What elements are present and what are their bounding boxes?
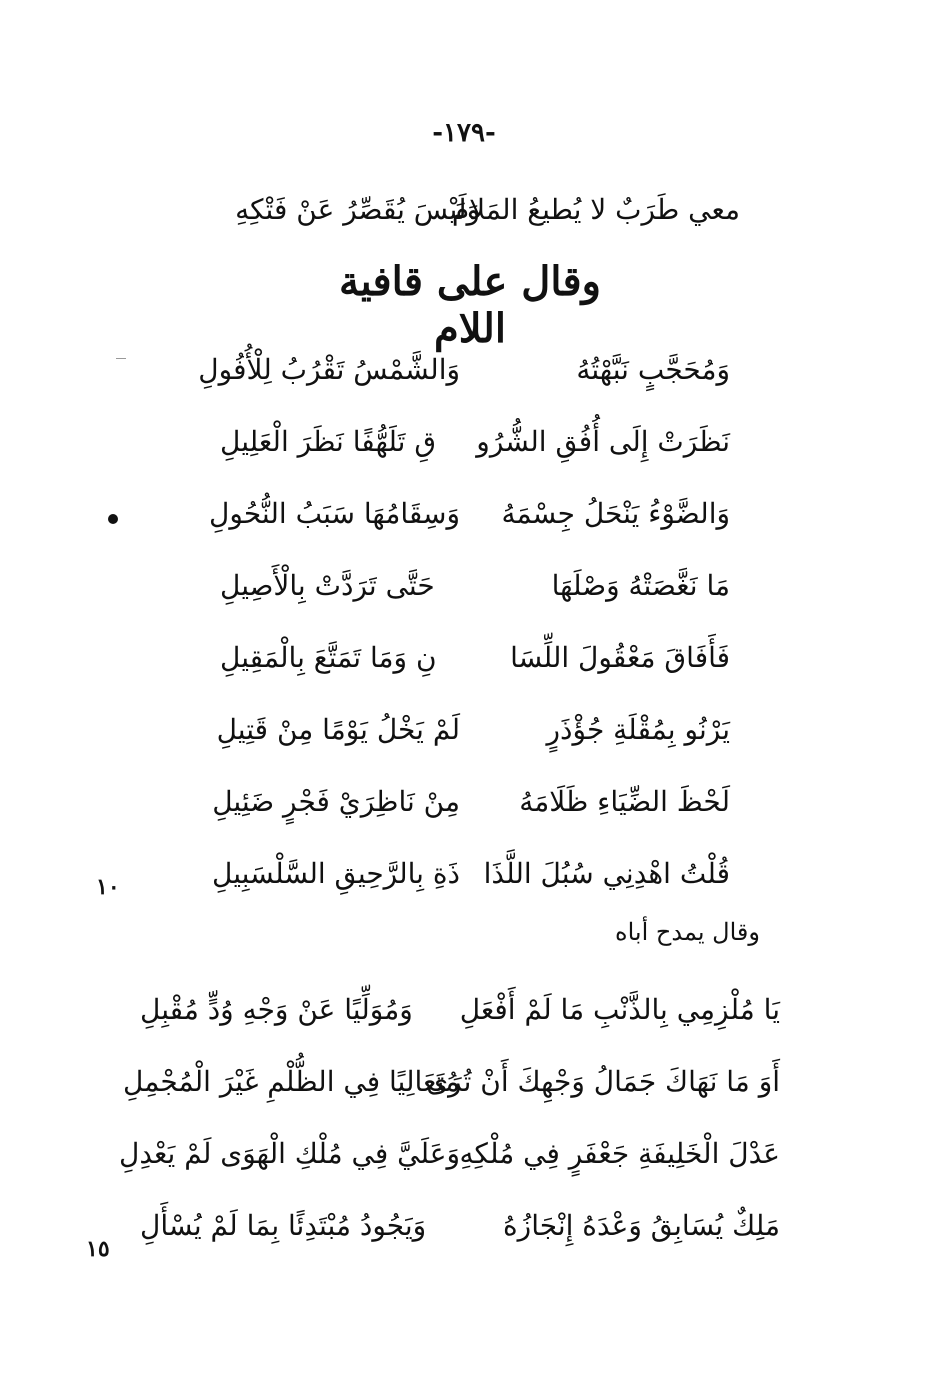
hemistich-second: ذَةِ بِالرَّحِيقِ السَّلْسَبِيلِ bbox=[212, 856, 460, 890]
hemistich-first: لَحْظَ الضِّيَاءِ ظَلَامَهُ bbox=[519, 784, 730, 818]
verse-row bbox=[118, 1130, 780, 1176]
hemistich-first: نَظَرَتْ إِلَى أُفُقِ الشُّرُو bbox=[476, 424, 730, 458]
margin-dot-marker bbox=[108, 514, 118, 524]
hemistich-first: مَا نَغَّصَتْهُ وَصْلَهَا bbox=[551, 568, 730, 602]
verse-row bbox=[220, 562, 730, 608]
section-title-praise: وقال يمدح أباه bbox=[615, 918, 760, 946]
hemistich-second: لَمْ يَخْلُ يَوْمًا مِنْ قَتِيلِ bbox=[216, 712, 460, 746]
hemistich-second: وَيَجُودُ مُبْتَدِئًا بِمَا لَمْ يُسْأَلِ bbox=[140, 1208, 427, 1242]
margin-line-number: ١٥ bbox=[86, 1236, 110, 1262]
verse-row bbox=[209, 490, 730, 536]
hemistich-first: يَرْنُو بِمُقْلَةِ جُؤْذَرٍ bbox=[546, 712, 730, 746]
hemistich-second: نِ وَمَا تَمَتَّعَ بِالْمَقِيلِ bbox=[220, 640, 437, 674]
hemistich-first: وَالضَّوْءُ يَنْحَلُ جِسْمَهُ bbox=[501, 496, 730, 530]
hemistich-second: وَالشَّمْسُ تَقْرُبُ لِلْأُفُولِ bbox=[198, 352, 460, 386]
verse-row bbox=[212, 778, 730, 824]
hemistich-second: وَسِقَامُهَا سَبَبُ النُّحُولِ bbox=[209, 496, 460, 530]
hemistich-first: معي طَرَبٌ لا يُطيعُ المَلامَ bbox=[451, 192, 740, 226]
hemistich-first: عَدْلَ الْخَلِيفَةِ جَعْفَرٍ فِي مُلْكِهِ bbox=[459, 1136, 780, 1170]
hemistich-first: فَأَفَاقَ مَعْقُولَ اللِّسَا bbox=[510, 640, 730, 674]
hemistich-first: مَلِكٌ يُسَابِقُ وَعْدَهُ إِنْجَازُهُ bbox=[503, 1208, 780, 1242]
verse-row bbox=[216, 706, 730, 752]
page-number: -١٧٩- bbox=[432, 118, 496, 148]
verse-row bbox=[220, 418, 730, 464]
margin-line-number: ١٠ bbox=[96, 874, 120, 900]
verse-row bbox=[140, 986, 780, 1032]
hemistich-second: حَتَّى تَرَدَّتْ بِالْأَصِيلِ bbox=[220, 568, 435, 602]
hemistich-first: وَمُحَجَّبٍ نَبَّهْتُهُ bbox=[576, 352, 730, 386]
section-title-lam: وقال على قافية اللام bbox=[339, 258, 601, 352]
hemistich-second: وَعَلَيَّ فِي مُلْكِ الْهَوَى لَمْ يَعْدِلِ bbox=[118, 1136, 460, 1170]
hemistich-second: قِ تَلَهُّفًا نَظَرَ الْعَلِيلِ bbox=[220, 424, 437, 458]
hemistich-second: وَمُوَلِّيًا عَنْ وَجْهِ وُدٍّ مُقْبِلِ bbox=[140, 992, 413, 1026]
hemistich-second: مِنْ نَاظِرَيْ فَجْرٍ ضَئِيلِ bbox=[212, 784, 460, 818]
hemistich-first: قُلْتُ اهْدِنِي سُبُلَ اللَّذَا bbox=[483, 856, 730, 890]
hemistich-first: أَوَ مَا نَهَاكَ جَمَالُ وَجْهِكَ أَنْ تُرَى bbox=[426, 1064, 780, 1098]
hemistich-second: مُتَعَالِيًا فِي الظُّلْمِ غَيْرَ الْمُجْمِلِ bbox=[122, 1064, 460, 1098]
verse-row bbox=[140, 1202, 780, 1248]
verse-row bbox=[198, 346, 730, 392]
verse-row bbox=[122, 1058, 780, 1104]
intro-verse bbox=[235, 186, 740, 232]
margin-tick bbox=[116, 358, 126, 359]
hemistich-second: وَلَيْسَ يُقَصِّرُ عَنْ فَتْكِهِ bbox=[235, 192, 480, 226]
verse-row bbox=[220, 634, 730, 680]
verse-row bbox=[212, 850, 730, 896]
hemistich-first: يَا مُلْزِمِي بِالذَّنْبِ مَا لَمْ أَفْعَلِ bbox=[459, 992, 780, 1026]
